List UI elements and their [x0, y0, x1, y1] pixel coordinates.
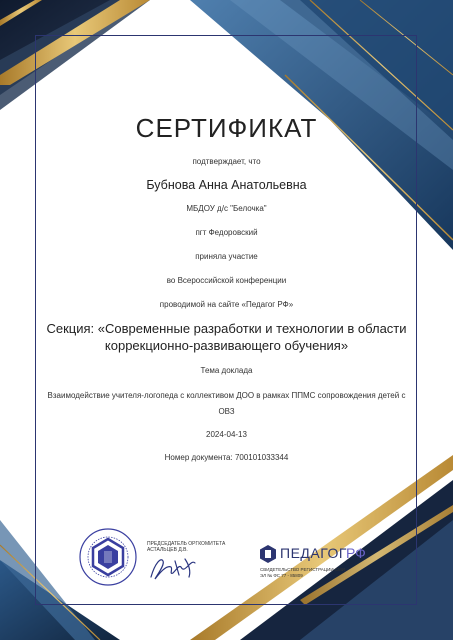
confirms-text: подтверждает, что — [192, 157, 261, 166]
event-text: во Всероссийской конференции — [166, 276, 287, 285]
registration-line1: СВИДЕТЕЛЬСТВО РЕГИСТРАЦИИ СМИ — [260, 567, 345, 572]
topic-text: Взаимодействие учителя-логопеда с коллективом ДОО в рамках ППМС сопровождения детей с ОВЗ — [47, 391, 406, 416]
registration-info — [260, 567, 370, 578]
seal-stamp-icon — [78, 527, 138, 587]
document-number: Номер документа: 700101033344 — [164, 453, 289, 462]
site-text: проводимой на сайте «Педагог РФ» — [159, 300, 294, 309]
signer-title — [147, 541, 237, 553]
registration-line2: ЭЛ № ФС 77 - 85809 — [260, 572, 303, 578]
logo-rf-text: РФ — [346, 545, 366, 561]
section-text: Секция: «Современные разработки и технологии в области коррекционно-развивающего обучения» — [46, 321, 407, 353]
signer-title-line1: ПРЕДСЕДАТЕЛЬ ОРГКОМИТЕТА — [147, 541, 226, 547]
logo-main-text: ПЕДАГОГ — [280, 545, 347, 561]
date-text: 2024-04-13 — [206, 430, 247, 439]
signature-icon — [145, 553, 205, 583]
recipient-name: Бубнова Анна Анатольевна — [146, 178, 307, 192]
pedagog-logo-icon — [258, 544, 278, 564]
organization-text: МБДОУ д/с "Белочка" — [186, 204, 267, 213]
certificate-title: СЕРТИФИКАТ — [135, 113, 318, 143]
locality-text: пгт Федоровский — [195, 228, 258, 237]
participated-text: приняла участие — [195, 252, 258, 261]
signer-title-line2: АСТАЛЬЦЕВ Д.В. — [147, 547, 188, 553]
topic-label: Тема доклада — [200, 366, 253, 375]
